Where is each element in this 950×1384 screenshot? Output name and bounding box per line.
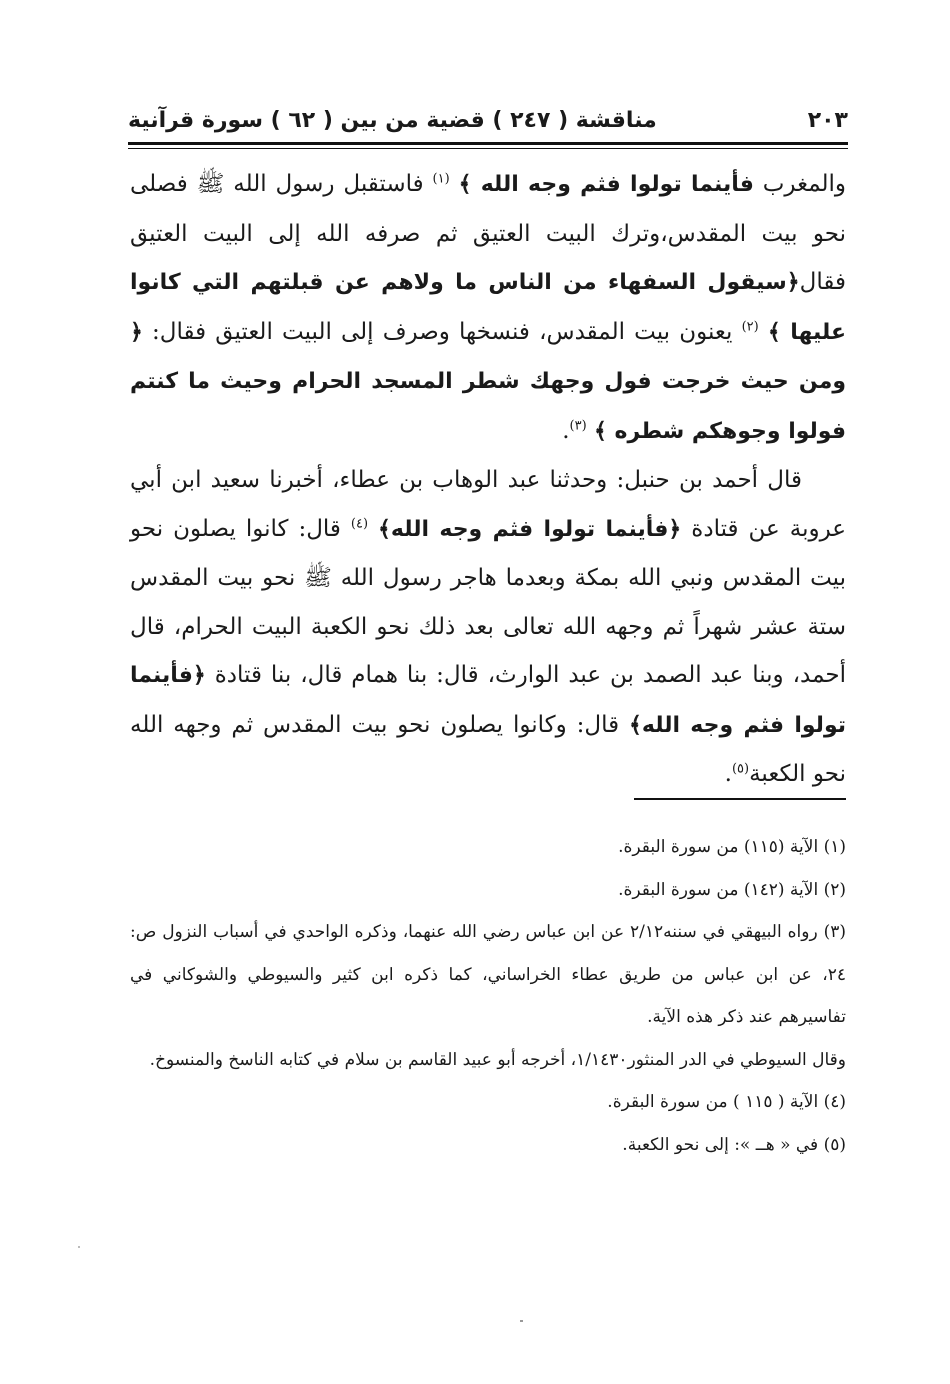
footnote-ref: (٤) [350,515,369,531]
running-title: مناقشة ( ٢٤٧ ) قضية من بين ( ٦٢ ) سورة قرآنية [128,107,657,133]
scan-speck [520,1320,523,1322]
quran-verse: ﴿ ومن حيث خرجت فول وجهك شطر المسجد الحرام وحيث ما كنتم فولوا وجوهكم شطره ﴾ [130,319,846,444]
text-run: . [724,761,732,787]
text-run: . [562,417,570,444]
footnote-ref: (١) [432,171,450,187]
footnote-separator [634,798,846,800]
quran-verse: فأينما تولوا فثم وجه الله ﴾ [458,172,754,197]
quran-verse: ﴿فأينما تولوا فثم وجه الله﴾ [378,516,682,542]
footnote-3-continued: وقال السيوطي في الدر المنثور١/١٤٣٠، أخرجه أبو عبيد القاسم بن سلام في كتابه الناسخ والمنسوخ. [149,1049,846,1070]
page-number: ٢٠٣ [807,107,848,133]
header-rule-thick [128,142,848,145]
text-run: قال: وكانوا يصلون نحو بيت المقدس ثم وجهه الله نحو الكعبة [130,711,846,787]
paragraph-2 [130,456,846,799]
footnote-2: (٢) الآية (١٤٢) من سورة البقرة. [618,879,846,900]
text-run: فاستقبل رسول الله ﷺ فصلى نحو بيت المقدس،وترك البيت العتيق ثم صرفه الله إلى البيت العتيق فقال [130,171,846,295]
main-text [130,160,846,799]
running-header [128,100,848,140]
quran-verse: ﴿سيقول السفهاء من الناس ما ولاهم عن قبلتهم التي كانوا عليها ﴾ [130,270,847,345]
footnote-4: (٤) الآية ( ١١٥ ) من سورة البقرة. [607,1092,846,1112]
scan-speck [78,1246,80,1248]
footnote-1: (١) الآية (١١٥) من سورة البقرة. [618,837,846,857]
text-run: يعنون بيت المقدس، فنسخها وصرف إلى البيت العتيق فقال: [142,318,742,345]
text-run: قال: كانوا يصلون نحو بيت المقدس ونبي الله بمكة وبعدما هاجر رسول الله ﷺ نحو بيت المقدس ستة عشر شهراً ثم وجهه الله تعالى بعد ذلك نحو الكعبة البيت الحرام، قال أحمد، وبنا عبد الصمد بن عبد الوارث، قال: بنا همام قال، بنا قتادة [130,515,846,688]
footnote-5: (٥) في « هــ »: إلى نحو الكعبة. [622,1134,846,1155]
text-run: والمغرب [753,171,847,197]
text-run: قال أحمد بن حنبل: وحدثنا عبد الوهاب بن عطاء، أخبرنا سعيد ابن أبي عروبة عن قتادة [130,467,846,542]
header-rule-thin [128,148,848,149]
footnote-ref: (٢) [741,318,759,334]
paragraph-1 [130,160,846,456]
footnote-ref: (٥) [731,761,750,777]
footnote-ref: (٣) [569,417,587,433]
footnotes [130,826,846,1166]
footnote-3: (٣) رواه البيهقي في سننه٢/١٢ عن ابن عباس رضي الله عنهما، وذكره الواحدي في أسباب النزول ص: ٢٤، عن ابن عباس من طريق عطاء الخراساني، كما ذكره ابن كثير والسيوطي والشوكاني في تفاسيرهم عند ذكر هذه الآية. [130,922,846,1027]
quran-verse: ﴿فأينما تولوا فثم وجه الله﴾ [130,663,846,738]
